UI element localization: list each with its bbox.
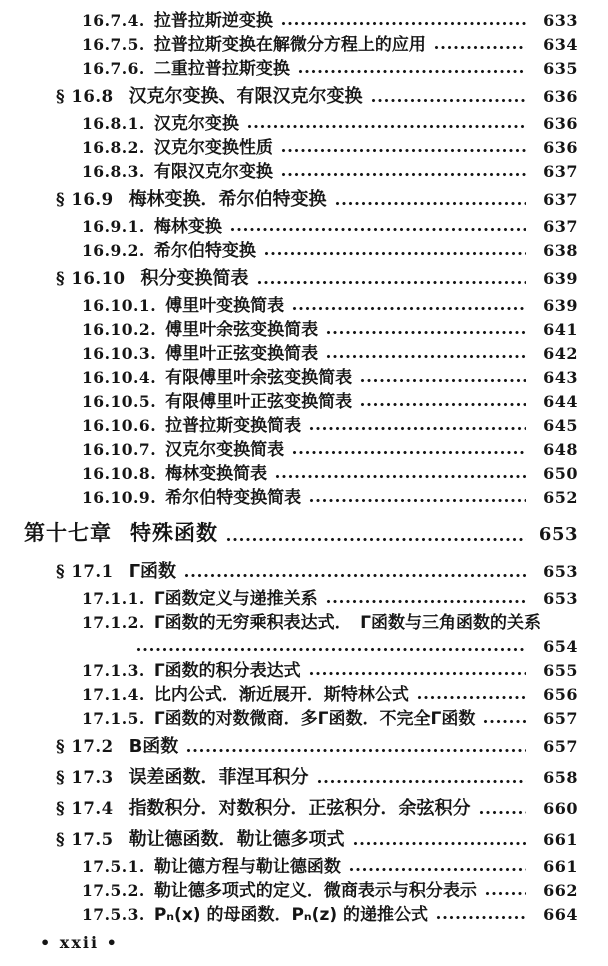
toc-entry-number: 17.5.1. [82,857,145,876]
toc-entry [24,558,578,585]
toc-entry-title: 傅里叶变换简表 [165,296,285,316]
toc-entry [24,9,578,33]
dot-leader [292,449,526,456]
toc-entry-page: 654 [543,637,578,656]
toc-entry-number: § 17.4 [56,799,114,818]
toc-entry-page: 650 [543,464,578,483]
dot-leader [292,305,526,312]
toc-entry-number: 16.9.2. [82,241,145,260]
toc-entry [24,390,578,414]
toc-entry-number: 16.8.3. [82,162,145,181]
dot-leader [326,598,526,605]
toc-entry-page: 636 [543,114,578,133]
toc-entry-title: 有限汉克尔变换 [153,162,273,182]
dot-leader [353,840,526,847]
toc-entry-number: 16.10.9. [82,488,157,507]
toc-entry [24,136,578,160]
toc-entry-page: 657 [543,709,578,728]
toc-entry [24,294,578,318]
toc-entry-number: 第十七章 [24,521,112,545]
toc-entry-page: 655 [543,661,578,680]
toc-entry-title: 汉克尔变换性质 [153,138,273,158]
toc-entry [24,855,578,879]
toc-entry-page: 638 [543,241,578,260]
dot-leader [257,279,526,286]
toc-entry-number: 16.10.8. [82,464,157,483]
dot-leader [371,97,526,104]
toc-entry [24,587,578,611]
toc-entry-number: § 17.1 [56,562,114,581]
dot-leader [186,747,526,754]
toc-entry-number: 17.1.5. [82,709,145,728]
toc-entry-title: 傅里叶正弦变换简表 [165,344,319,364]
toc-entry [24,903,578,927]
toc-entry [24,414,578,438]
dot-leader [317,778,526,785]
toc-entry-number: § 17.2 [56,737,114,756]
dot-leader [326,353,526,360]
toc-entry-title: 梅林变换 [153,217,222,237]
toc-entry-title: 拉普拉斯逆变换 [153,11,273,31]
dot-leader [483,718,526,725]
toc-entry-title: 二重拉普拉斯变换 [153,59,290,79]
toc-entry-title: 汉克尔变换简表 [165,440,285,460]
toc-entry-title: 有限傅里叶正弦变换简表 [165,392,353,412]
toc-entry [24,879,578,903]
dot-leader [417,694,526,701]
toc-entry [24,635,578,659]
dot-leader [281,147,526,154]
toc-entry [24,239,578,263]
toc-entry-number: § 17.3 [56,768,114,787]
toc-entry-title: 有限傅里叶余弦变换简表 [165,368,353,388]
toc-entry-title: 特殊函数 [130,521,218,545]
dot-leader [309,425,526,432]
toc-entry [24,517,578,551]
toc-entry-page: 637 [543,162,578,181]
toc-entry-page: 662 [543,881,578,900]
toc-entry-title: 希尔伯特变换简表 [165,488,302,508]
toc-entry-title: 拉普拉斯变换在解微分方程上的应用 [153,35,426,55]
toc-entry-page: 644 [543,392,578,411]
toc-entry [24,486,578,510]
toc-entry-number: 16.7.4. [82,11,145,30]
toc-entry-title: 误差函数．菲涅耳积分 [128,767,309,788]
toc-entry-page: 637 [543,217,578,236]
toc-entry-number: § 16.10 [56,269,126,288]
toc-entry-number: 16.10.5. [82,392,157,411]
toc-entry [24,215,578,239]
toc-entry-number: 16.10.3. [82,344,157,363]
toc-entry-page: 633 [543,11,578,30]
toc-entry [24,462,578,486]
toc-entry [24,366,578,390]
toc-entry [24,826,578,853]
dot-leader [275,473,526,480]
toc-entry [24,186,578,213]
toc-entry-title: Γ函数的积分表达式 [153,661,301,681]
toc-entry-page: 643 [543,368,578,387]
toc-entry-page: 661 [543,857,578,876]
toc-entry-title: Γ函数 [128,561,177,582]
toc-entry-title: 勒让德函数．勒让德多项式 [128,829,345,850]
toc-entry-title: Pₙ(x) 的母函数．Pₙ(z) 的递推公式 [153,905,429,925]
toc-entry-number: 16.8.2. [82,138,145,157]
dot-leader [298,68,526,75]
dot-leader [230,226,526,233]
toc-entry-page: 636 [543,87,578,106]
toc-entry-title: 希尔伯特变换 [153,241,256,261]
toc-entry [24,318,578,342]
toc-entry-number: 16.10.4. [82,368,157,387]
toc-entry-page: 648 [543,440,578,459]
page-footer-number: • xxii • [40,933,119,952]
dot-leader [226,536,526,543]
toc-entry-number: § 16.8 [56,87,114,106]
toc-list [24,9,578,927]
toc-entry-page: 636 [543,138,578,157]
toc-entry [24,611,578,635]
toc-entry [24,83,578,110]
toc-entry-title: Γ函数的无穷乘积表达式． Γ函数与三角函数的关系 [153,613,542,633]
toc-entry-page: 658 [543,768,578,787]
toc-entry [24,707,578,731]
toc-entry-number: § 16.9 [56,190,114,209]
toc-entry-page: 634 [543,35,578,54]
toc-entry-page: 645 [543,416,578,435]
toc-entry-title: 积分变换简表 [140,268,249,289]
dot-leader [360,401,526,408]
toc-entry-number: 17.1.4. [82,685,145,704]
toc-entry-page: 660 [543,799,578,818]
toc-entry-title: 傅里叶余弦变换简表 [165,320,319,340]
toc-entry-title: 汉克尔变换、有限汉克尔变换 [128,86,363,107]
toc-entry-title: 比内公式．渐近展开．斯特林公式 [153,685,409,705]
toc-entry [24,683,578,707]
toc-entry [24,795,578,822]
toc-entry [24,438,578,462]
dot-leader [360,377,526,384]
toc-entry-title: 拉普拉斯变换简表 [165,416,302,436]
toc-entry-page: 653 [543,562,578,581]
toc-entry-number: 16.8.1. [82,114,145,133]
dot-leader [434,44,526,51]
toc-entry-page: 661 [543,830,578,849]
toc-entry [24,57,578,81]
toc-entry-page: 656 [543,685,578,704]
dot-leader [247,123,526,130]
toc-entry-title: 指数积分．对数积分．正弦积分．余弦积分 [128,798,471,819]
toc-entry-number: 17.5.2. [82,881,145,900]
toc-entry-number: 16.10.7. [82,440,157,459]
toc-entry-page: 653 [543,589,578,608]
toc-entry-page: 642 [543,344,578,363]
dot-leader [264,250,526,257]
toc-entry-number: 16.10.2. [82,320,157,339]
dot-leader [184,572,526,579]
toc-entry-number: 16.10.6. [82,416,157,435]
toc-entry [24,265,578,292]
toc-entry-title: 汉克尔变换 [153,114,239,134]
toc-entry-number: § 17.5 [56,830,114,849]
toc-entry-number: 17.5.3. [82,905,145,924]
dot-leader [281,20,526,27]
toc-entry-title: 梅林变换．希尔伯特变换 [128,189,327,210]
toc-entry-number: 17.1.2. [82,613,145,632]
dot-leader [309,497,526,504]
toc-entry-number: 16.7.5. [82,35,145,54]
toc-entry-number: 17.1.3. [82,661,145,680]
toc-entry-title: 勒让德方程与勒让德函数 [153,857,341,877]
dot-leader [309,670,526,677]
dot-leader [436,914,526,921]
toc-entry-number: 16.10.1. [82,296,157,315]
toc-entry-page: 639 [543,296,578,315]
toc-entry-page: 653 [538,524,578,545]
toc-entry [24,160,578,184]
toc-entry-title: 梅林变换简表 [165,464,268,484]
dot-leader [326,329,526,336]
toc-entry-number: 16.9.1. [82,217,145,236]
dot-leader [485,890,526,897]
dot-leader [479,809,526,816]
toc-entry [24,733,578,760]
toc-entry-page: 657 [543,737,578,756]
toc-entry [24,33,578,57]
toc-entry-page: 639 [543,269,578,288]
toc-entry-page: 637 [543,190,578,209]
dot-leader [335,200,526,207]
toc-entry-title: Γ函数定义与递推关系 [153,589,318,609]
toc-entry [24,112,578,136]
toc-entry-page: 641 [543,320,578,339]
toc-entry-number: 17.1.1. [82,589,145,608]
toc-entry-page: 635 [543,59,578,78]
toc-entry [24,342,578,366]
toc-entry-page: 664 [543,905,578,924]
dot-leader [281,171,526,178]
dot-leader [136,646,526,653]
toc-entry-number: 16.7.6. [82,59,145,78]
toc-entry-title: B函数 [128,736,179,757]
toc-entry [24,764,578,791]
toc-entry [24,659,578,683]
toc-entry-title: 勒让德多项式的定义．微商表示与积分表示 [153,881,477,901]
toc-entry-page: 652 [543,488,578,507]
dot-leader [349,866,526,873]
toc-entry-title: Γ函数的对数微商．多Γ函数．不完全Γ函数 [153,709,476,729]
